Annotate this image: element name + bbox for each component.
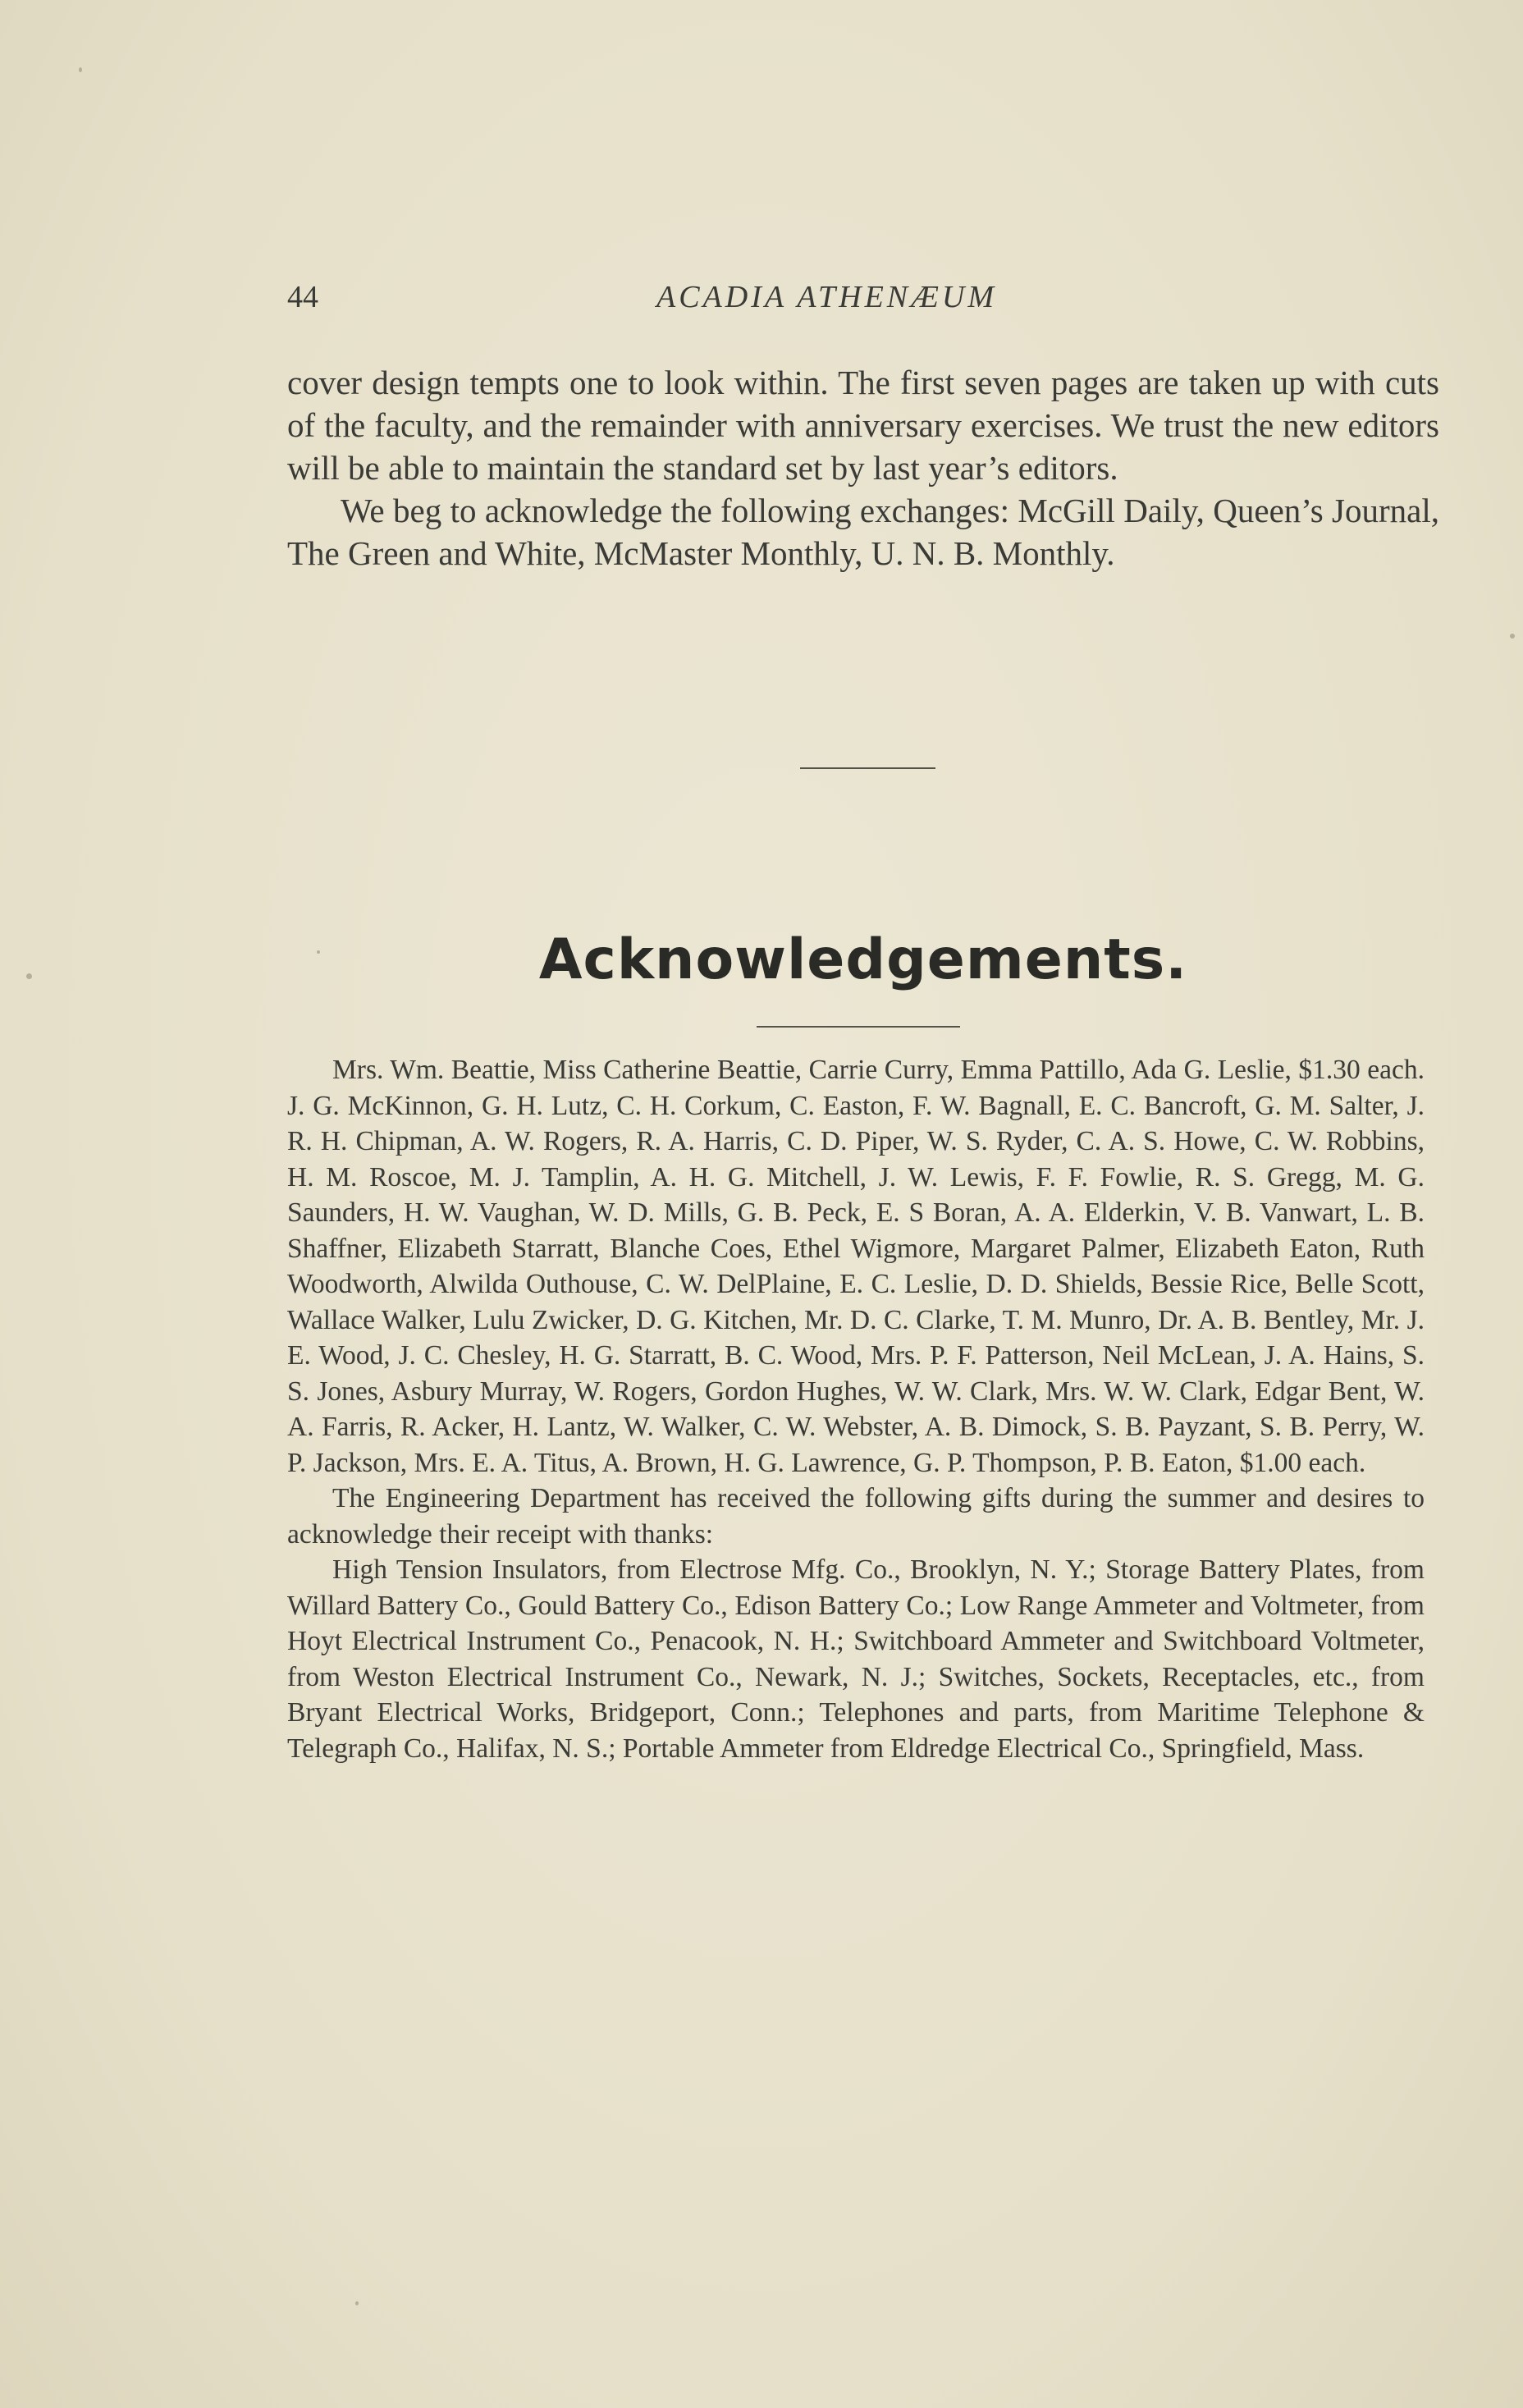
exchange-paragraph: We beg to acknowledge the following exchanges: McGill Daily, Queen’s Journal, The Green and White, McMaster Monthly, U. N. B. Monthly. (287, 492, 1439, 572)
paper-speck (355, 2301, 359, 2305)
running-title: ACADIA ATHENÆUM (656, 280, 998, 314)
acknowledgements-body (287, 1052, 1425, 1766)
paper-speck (26, 973, 32, 979)
heading-underline (757, 1026, 960, 1028)
acknowledgement-paragraph: High Tension Insulators, from Electrose Mfg. Co., Brooklyn, N. Y.; Storage Battery Plates, from Willard Battery Co., Gould Battery Co., Edison Battery Co.; Low Range Ammeter and Voltmeter, from Hoyt Electrical Instrument Co., Penacook, N. H.; Switchboard Ammeter and Switchboard Voltmeter, from Weston Electrical Instrument Co., Newark, N. J.; Switches, Sockets, Receptacles, etc., from Bryant Electrical Works, Bridgeport, Conn.; Telephones and parts, from Maritime Telephone & Telegraph Co., Halifax, N. S.; Portable Ammeter from Eldredge Electrical Co., Springfield, Mass. (287, 1554, 1425, 1764)
exchange-section (287, 361, 1439, 575)
exchange-paragraph: cover design tempts one to look within. The first seven pages are taken up with cuts of the faculty, and the remainder with anniversary exercises. We trust the new editors will be able to maintain the standard set by last year’s editors. (287, 364, 1439, 487)
paper-speck (317, 950, 320, 954)
paper-speck (1510, 634, 1515, 639)
acknowledgement-paragraph: The Engineering Department has received the following gifts during the summer and desires to acknowledge their receipt with thanks: (287, 1483, 1425, 1550)
section-heading: Acknowledgements. (538, 927, 1188, 992)
acknowledgement-paragraph: Mrs. Wm. Beattie, Miss Catherine Beattie, Carrie Curry, Emma Pattillo, Ada G. Leslie, $1.30 each. J. G. McKinnon, G. H. Lutz, C. H. Corkum, C. Easton, F. W. Bagnall, E. C. Bancroft, G. M. Salter, J. R. H. Chipman, A. W. Rogers, R. A. Harris, C. D. Piper, W. S. Ryder, C. A. S. Howe, C. W. Robbins, H. M. Roscoe, M. J. Tamplin, A. H. G. Mitchell, J. W. Lewis, F. F. Fowlie, R. S. Gregg, M. G. Saunders, H. W. Vaughan, W. D. Mills, G. B. Peck, E. S Boran, A. A. Elderkin, V. B. Vanwart, L. B. Shaffner, Elizabeth Starratt, Blanche Coes, Ethel Wigmore, Margaret Palmer, Elizabeth Eaton, Ruth Woodworth, Alwilda Outhouse, C. W. DelPlaine, E. C. Leslie, D. D. Shields, Bessie Rice, Belle Scott, Wallace Walker, Lulu Zwicker, D. G. Kitchen, Mr. D. C. Clarke, T. M. Munro, Dr. A. B. Bentley, Mr. J. E. Wood, J. C. Chesley, H. G. Starratt, B. C. Wood, Mrs. P. F. Patterson, Neil McLean, J. A. Hains, S. S. Jones, Asbury Murray, W. Rogers, Gordon Hughes, W. W. Clark, Mrs. W. W. Clark, Edgar Bent, W. A. Farris, R. Acker, H. Lantz, W. Walker, C. W. Webster, A. B. Dimock, S. B. Payzant, S. B. Perry, W. P. Jackson, Mrs. E. A. Titus, A. Brown, H. G. Lawrence, G. P. Thompson, P. B. Eaton, $1.00 each. (287, 1055, 1425, 1478)
paper-speck (79, 67, 82, 72)
section-divider (800, 767, 935, 769)
page-number: 44 (287, 280, 318, 314)
page-header (287, 279, 1436, 320)
